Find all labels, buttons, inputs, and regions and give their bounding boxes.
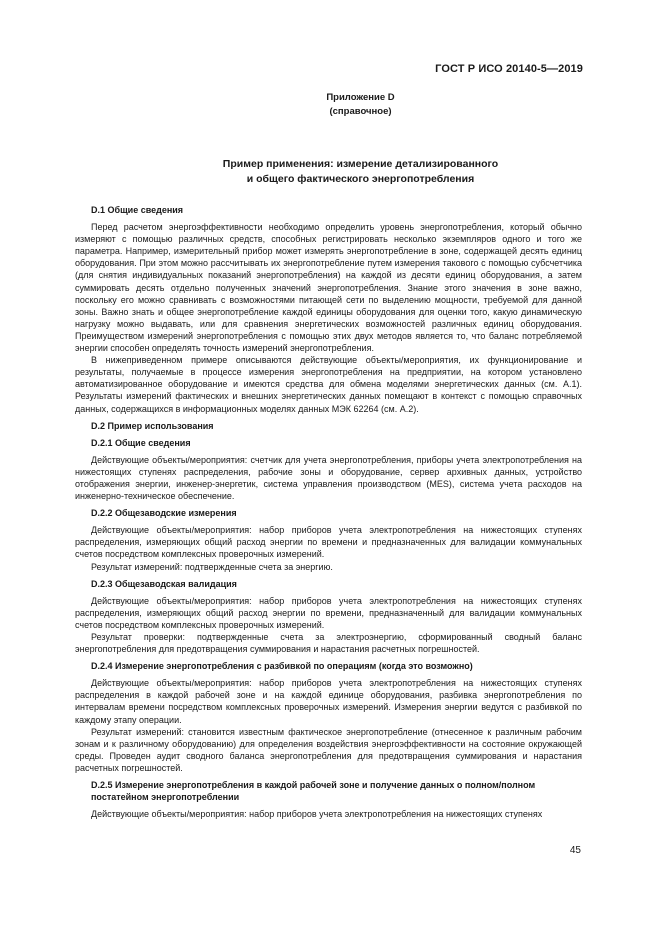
paragraph: Результат измерений: подтвержденные счета за энергию. [91,561,333,572]
paragraph: Действующие объекты/мероприятия: набор приборов учета электропотребления на нижестоящих ступенях распределения, измеряющих общий расход энергии по времени и предназначенных для валидации коммунальных счетов посредством комплексных проверочных измерений. [75,525,582,560]
section-heading-d2-3: D.2.3 Общезаводская валидация [91,578,237,589]
section-heading-d2-2: D.2.2 Общезаводские измерения [91,508,237,519]
annex-subtitle: (справочное) [329,106,392,117]
section-heading-d2-5: D.2.5 Измерение энергопотребления в каждой рабочей зоне и получение данных о полном/полном постатейном энергопотреблении [91,780,536,803]
section-heading-d2-4: D.2.4 Измерение энергопотребления с разбивкой по операциям (когда это возможно) [91,661,473,672]
paragraph: Результат измерений: становится известным фактическое энергопотребление (отнесенное к различным рабочим зонам и к различному оборудованию) для определения воздействия энергоэффективности на состояние окружающей среды. Проведен аудит сводного баланса энергопотребления для предотвращения суммирования и нарастания расчетных погрешностей. [75,726,582,773]
document-code: ГОСТ Р ИСО 20140-5—2019 [435,63,583,75]
annex-main-title [0,157,661,187]
paragraph: Действующие объекты/мероприятия: набор приборов учета электропотребления на нижестоящих ступенях [91,809,543,820]
paragraph: Действующие объекты/мероприятия: набор приборов учета электропотребления на нижестоящих ступенях распределения, измеряющих общий расход энергии по времени, предназначенный для валидации коммунальных счетов посредством комплексных проверочных измерений. [75,595,582,630]
document-body [75,204,582,820]
annex-main-title-line-1: Пример применения: измерение детализированного [222,158,499,170]
paragraph: Действующие объекты/мероприятия: счетчик для учета энергопотребления, приборы учета электропотребления на нижестоящих ступенях распределения, рабочие зоны и оборудование, сервер архивных данных, устройство отображения энергии, инженер-энергетик, система управления производством (MES), система учета расходов на инженерно-техническое обеспечение. [75,454,582,502]
section-heading-d2: D.2 Пример использования [91,420,214,431]
page-number: 45 [569,845,581,856]
annex-title: Приложение D [326,92,395,103]
paragraph: Перед расчетом энергоэффективности необходимо определить уровень энергопотребления, который обычно измеряют с помощью различных средств, способных регистрировать несколько экземпляров одного и того же параметра. Например, измерительный прибор может измерять энергопотребление в зоне, содержащей десять единиц оборудования. При этом можно рассчитывать их энергопотребление путем измерения такового с помощью субсчетчика (для снятия индивидуальных показаний энергопотребления) на каждой из десяти единиц оборудования, а затем суммировать десять отдельно полученных значений энергопотребления. Знание этого значения в зоне важно, поскольку его можно сравнивать с возможностями питающей сети по выделению мощности, требуемой для данной зоны. Важно знать и общее энергопотребление каждой единицы оборудования для оценки того, какую динамическую нагрузку можно выдавать, или для сравнения энергетических возможностей различных единиц оборудования. Преимуществом измерений энергопотребления с помощью этих двух методов является то, что баланс потребляемой энергии способен определять точность измерений энергопотребления. [75,222,582,354]
paragraph: Действующие объекты/мероприятия: набор приборов учета электропотребления на нижестоящих ступенях распределения в каждой рабочей зоне и на каждой единице оборудования, разбивка энергопотребления по интервалам времени посредством комплексных проверочных измерений. Измерения энергии ведутся с разбивкой по каждому этапу операции. [75,678,582,725]
annex-heading [0,91,661,119]
section-heading-d1: D.1 Общие сведения [91,205,184,215]
annex-main-title-line-2: и общего фактического энергопотребления [246,173,475,185]
paragraph: Результат проверки: подтвержденные счета за электроэнергию, сформированный сводный баланс энергопотребления для предотвращения суммирования и нарастания расчетных погрешностей. [75,632,582,655]
paragraph: В нижеприведенном примере описываются действующие объекты/мероприятия, их функционирование и результаты, получаемые в процессе измерения энергопотребления на предприятии, на котором установлено автоматизированное оборудование и имеются средства для обмена моделями энергетических данных (см. А.1). Результаты измерений фактических и внешних энергетических данных помещают в контекст с помощью справочных данных, содержащихся в информационных моделях данных МЭК 62264 (см. А.2). [75,355,582,414]
section-heading-d2-1: D.2.1 Общие сведения [91,437,191,448]
